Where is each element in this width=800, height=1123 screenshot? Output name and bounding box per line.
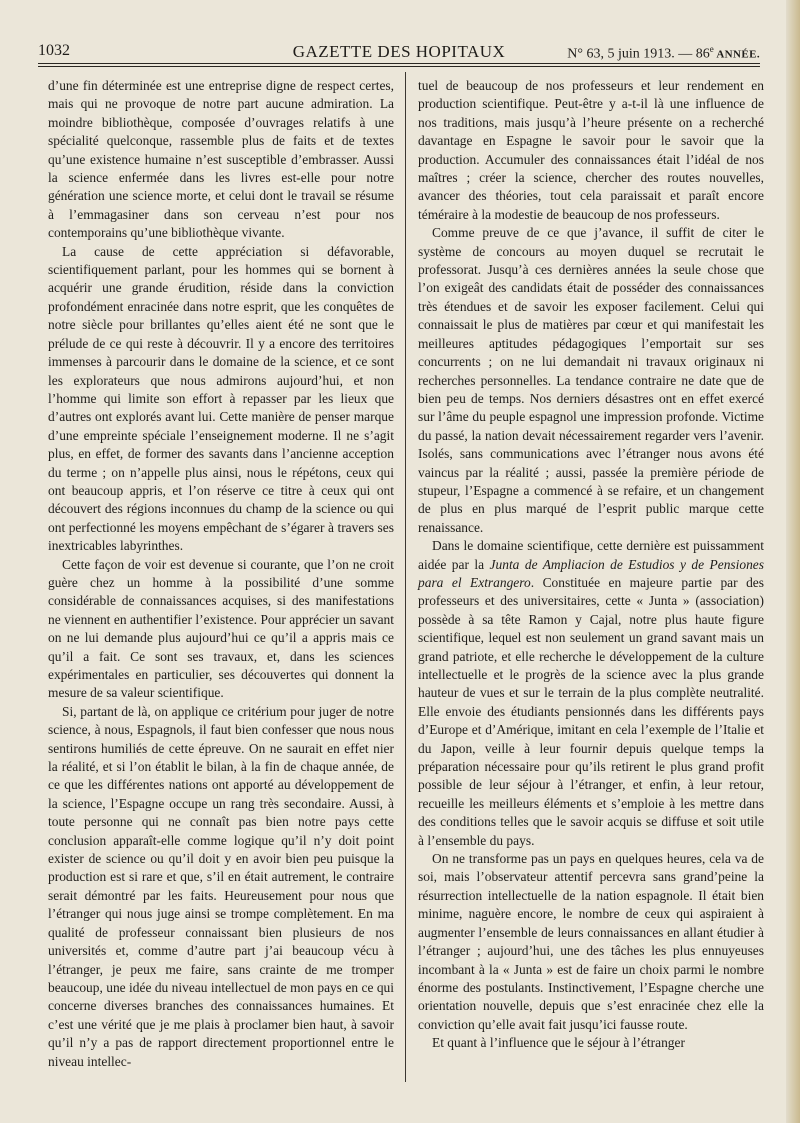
header-rule <box>38 63 760 67</box>
issue-superscript: e <box>709 44 714 54</box>
page-edge <box>786 0 800 1123</box>
paragraph: Comme preuve de ce que j’avance, il suffit de citer le système de concours au moyen duquel se recrutait le professorat. Jusqu’à ces dernières années la seule chose que l’on exigeât des candidats était de posséder des connaissances très étendues et de savoir les exposer facilement. Celui qui connaissait le plus de matières par cœur et qui manifestait les meilleures aptitudes pédagogiques l’emportait sur ses concurrents ; on ne lui demandait ni travaux originaux ni recherches personnelles. La tendance contraire ne date que de bien peu de temps. Nos derniers désastres ont en effet exercé sur l’âme du peuple espagnol une impression profonde. Victime du passé, la nation devait nécessairement regarder vers l’avenir. Isolés, sans communications avec l’étranger nous avons été vaincus par la réalité ; aussi, passée la première période de stupeur, l’Espagne a commencé à se refaire, et un changement de plus en plus marqué de l’esprit public marque cette renaissance. <box>418 225 764 535</box>
issue-number-date: N° 63, 5 juin 1913. — 86 <box>567 46 710 62</box>
issue-info <box>567 44 760 63</box>
paragraph: Cette façon de voir est devenue si courante, que l’on ne croit guère chez un homme à la possibilité d’une somme considérable de connaissances acquises, si des manifestations ne viennent en authentifier l’existence. Pour apprécier un savant on ne lui demande plus aujourd’hui ce qu’il a appris mais ce qu’il a fait. Ce sont ses travaux, et, dans les sciences expérimentales en particulier, ses découvertes qui donnent la mesure de sa valeur scientifique. <box>48 556 394 701</box>
paragraph: On ne transforme pas un pays en quelques heures, cela va de soi, mais l’observateur attentif percevra sans grand’peine la résurrection intellectuelle de la nation espagnole. Il était bien minime, naguère encore, le nombre de ceux qui aspiraient à augmenter l’ensemble de leurs connaissances en allant étudier à l’étranger ; aujourd’hui, une des tâches les plus ennuyeuses incombant à la « Junta » est de faire un choix parmi le nombre énorme des postulants. Instinctivement, l’Espagne cherche une orientation nouvelle, depuis que s’est enracinée chez elle la conviction qu’elle avait fait jusqu’ici fausse route. <box>418 851 764 1032</box>
junta-name-italic: Junta de Ampliacion de Estudios y de Pensiones para el Extrangero <box>418 556 765 590</box>
paragraph: Et quant à l’influence que le séjour à l’étranger <box>432 1035 685 1051</box>
left-column <box>48 77 394 1071</box>
right-column <box>418 77 764 1053</box>
paragraph: Si, partant de là, on applique ce critérium pour juger de notre science, à nous, Espagnols, il faut bien confesser que nous nous sentirons humiliés de cette épreuve. On ne saurait en effet nier la réalité, et si l’on établit le bilan, à la fin de chaque année, de ce que les différentes nations ont apporté au développement de la science, l’Espagne occupe un rang très secondaire. Aussi, à toute personne qui ne connaît pas bien notre pays cette conclusion apparaît-elle comme logique qu’il n’y doit point exister de science ou qu’il doit y en avoir bien peu puisque la production est si rare et que, s’il en était autrement, le contraire serait démontré par les faits. Heureusement pour nous que l’étranger qui nous juge ainsi se trompe complètement. En ma qualité de professeur connaissant bien plusieurs de nos universités et, comme d’autre part j’ai beaucoup vécu à l’étranger, je peux me faire, sans crainte de me tromper beaucoup, une idée du niveau intellectuel de mon pays en ce qui concerne diverses branches des connaissances humaines. Et c’est une vérité que je me plais à proclamer bien haut, à savoir qu’il n’y a pas de rapport directement proportionnel entre le niveau intellec- <box>48 703 394 1069</box>
paragraph-text: . Constituée en majeure partie par des professeurs et des universitaires, cette « Junta » (association) possède à sa tête Ramon y Cajal, notre plus haute figure scientifique, lequel est non seulement un grand savant mais un grand patriote, et elle recherche le développement de la culture intellectuelle et le progrès de la science avec la plus grande hauteur de vues et sur le terrain de la plus complète neutralité. Elle envoie des étudiants pensionnés dans les différents pays d’Europe et d’Amérique, imitant en cela l’exemple de l’Italie et du Japon, veille à leur fournir depuis quelque temps la préparation nécessaire pour qu’ils retirent le plus grand profit possible de leur séjour à l’étranger, et enfin, à leur retour, recueille les meilleurs éléments et s’emploie à les mettre dans des conditions telles que le savoir acquis se diffuse et soit utile à l’ensemble du pays. <box>418 574 764 848</box>
issue-year-word: ANNÉE. <box>713 48 760 61</box>
paragraph: d’une fin déterminée est une entreprise digne de respect certes, mais qui ne provoque de notre part aucune admiration. La moindre bibliothèque, composée d’ouvrages relatifs à une spécialité quelconque, rassemble plus de faits et de textes qu’une existence humaine n’est susceptible d’embrasser. Aussi la science enfermée dans les livres est-elle pour notre génération une science morte, et celui dont le travail se résume à l’emmagasiner dans son cerveau n’est pour nos contemporains qu’une bibliothèque vivante. <box>48 78 394 241</box>
column-divider <box>405 72 406 1082</box>
journal-title: GAZETTE DES HOPITAUX <box>292 42 506 61</box>
page-number: 1032 <box>38 42 70 59</box>
page-header <box>38 40 760 64</box>
paragraph-text: Dans le domaine scientifique, cette dernière est puissamment aidée par la <box>418 538 764 572</box>
paragraph: tuel de beaucoup de nos professeurs et leur rendement en production scientifique. Peut-être y a-t-il là une influence de nos traditions, mais jusqu’à l’heure présente on a recherché davantage en Espagne le savoir pour le savoir que la production. Accumuler des connaissances était l’idéal de nos maîtres ; créer la science, chercher des routes nouvelles, avancer des théories, tout cela paraissait et paraît encore téméraire à la modestie de beaucoup de nos professeurs. <box>418 78 764 222</box>
paragraph: La cause de cette appréciation si défavorable, scientifiquement parlant, pour les hommes qui se bornent à acquérir une grande érudition, réside dans la conviction profondément enracinée dans notre esprit, que les conquêtes de notre siècle pour brillantes qu’elles aient été ne sont que le prélude de ce qui reste à découvrir. Il y a encore des territoires immenses à parcourir dans le domaine de la science, et ce sont les explorateurs que nous admirons aujourd’hui, et non l’homme qui limite son effort à repasser par les lieux que d’autres ont explorés avant lui. Cette manière de penser marque d’une empreinte spéciale l’enseignement moderne. Il ne s’agit plus, en effet, de former des savants dans l’ancienne acception du terme ; on n’appelle plus ainsi, nous le répétons, ceux qui ont beaucoup appris, et l’on réserve ce titre à ceux qui ont découvert des régions inconnues du champ de la science ou qui ont perfectionné les moyens empêchant de s’égarer à travers ses inextricables labyrinthes. <box>48 243 394 554</box>
paragraph <box>418 537 764 850</box>
